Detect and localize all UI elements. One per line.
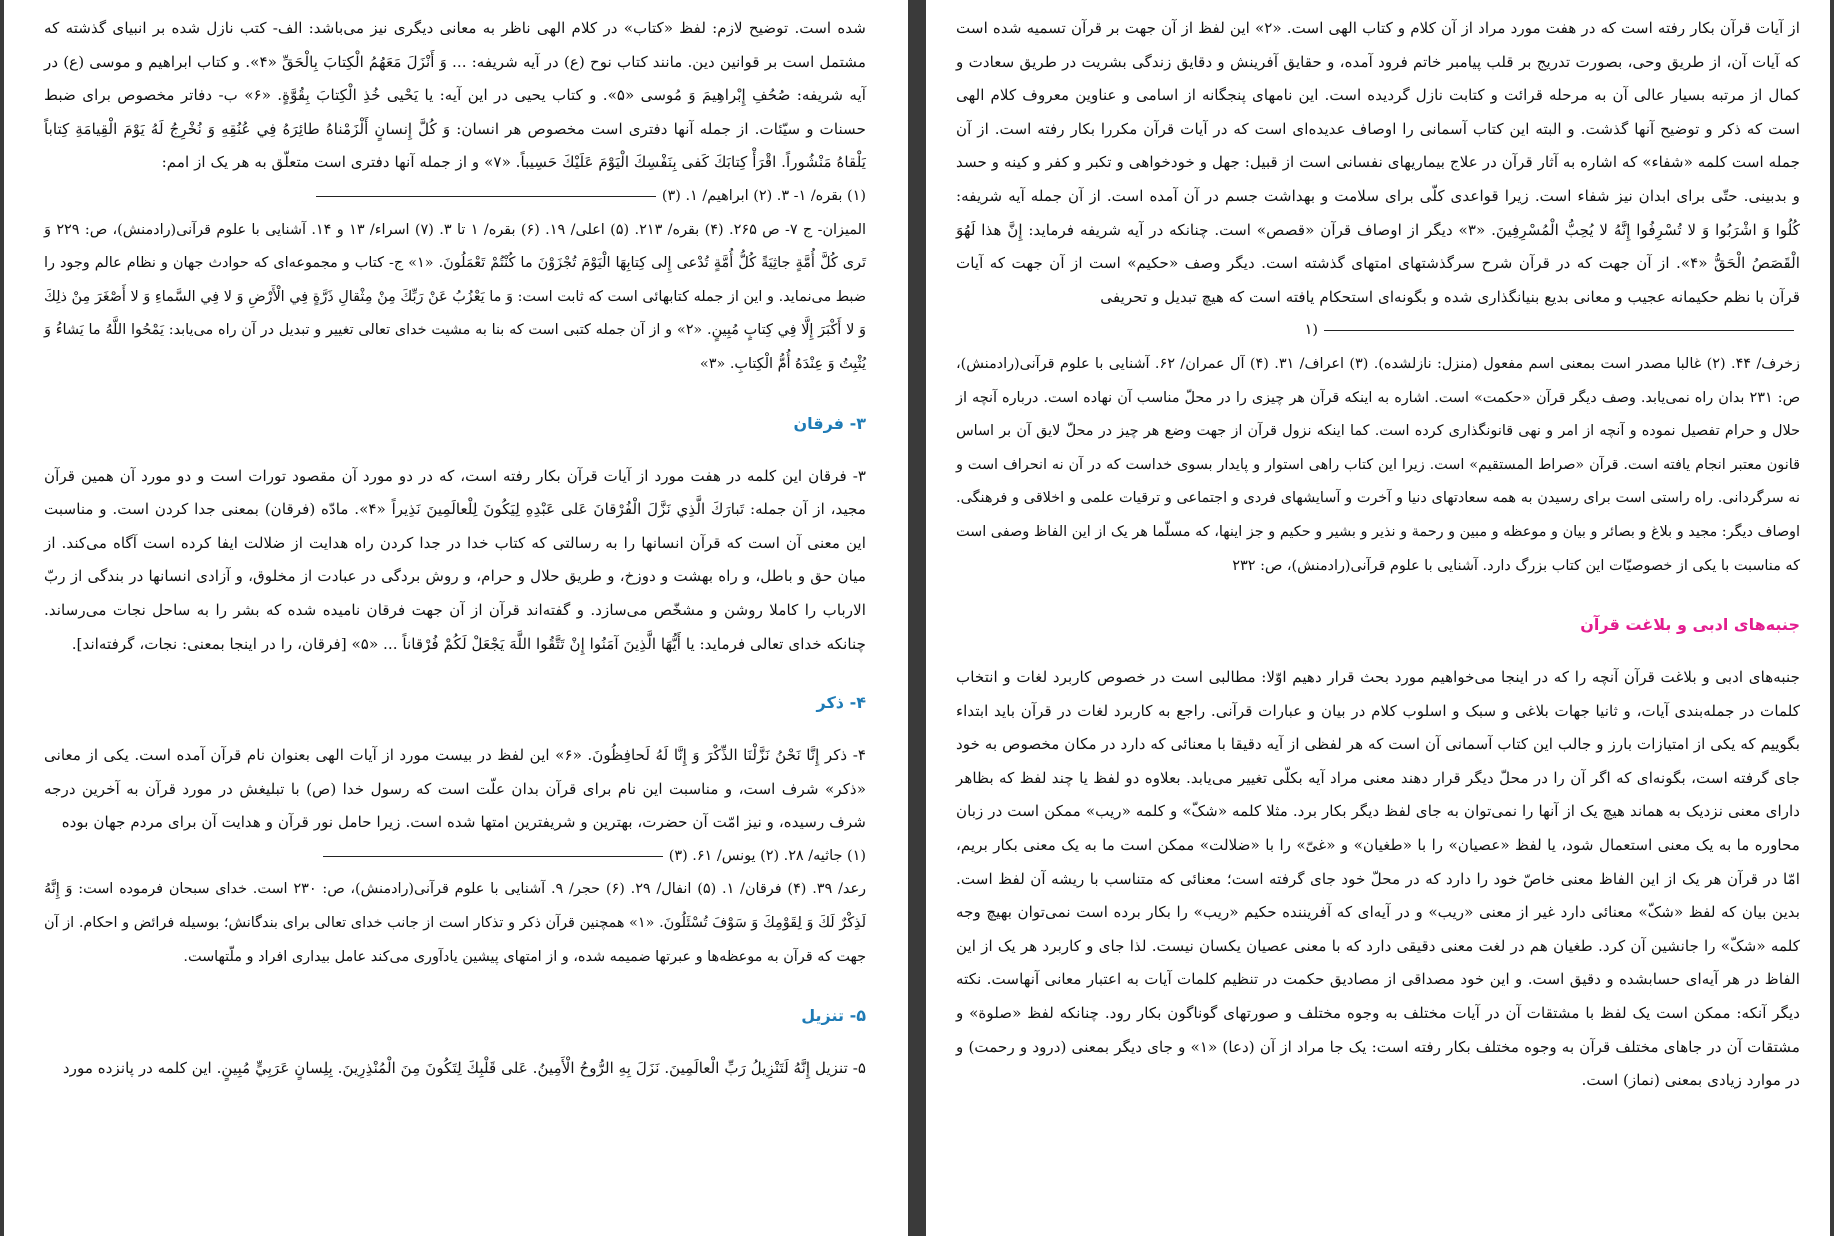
paragraph: جنبه‌های ادبی و بلاغت قرآن آنچه را که در اینجا می‌خواهیم مورد بحث قرار دهیم اوّلا: مطالبی است در خصوص کاربرد لغات و انتخاب کلمات در جمله‌بندی آیات، و ثانیا جهات بلاغی و سبک و اسلوب کلام در بیان و عبارات قرآنی. راجع به کاربرد لغات در قرآن باید ابتداء بگوییم که یکی از امتیازات بارز و جالب این کتاب آسمانی آن است که هر لفظی از آیه دقیقا با معنائی که دارد در مکان مخصوص به خود جای گرفته است، بگونه‌ای که اگر آن را در محلّ دیگر قرار دهند معنی مراد آیه بکلّی تغییر می‌یابد. بعلاوه دو لفظ یا چند لفظ که بظاهر دارای معنی نزدیک به هماند هیچ یک از آنها را نمی‌توان به جای لفظ دیگر بکار برد. مثلا کلمه «شکّ» و کلمه «ریب» ممکن است در زبان محاوره ما به یک معنی استعمال شود، یا لفظ «عصیان» را با «طغیان» و «غیّ» را با «ضلالت» ممکن است ما به یک معنی بکار بریم، امّا در قرآن هر یک از این الفاظ معنی خاصّ خود را دارد که در محلّ خود جای گرفته است؛ معنائی که متناسب با ریشه آن لفظ است. بدین بیان که لفظ «شکّ» معنائی دارد غیر از معنی «ریب» و در آیه‌ای که آفریننده حکیم «ریب» را بکار برده است نمی‌توان بهیچ وجه کلمه «شکّ» را جانشین آن کرد. طغیان هم در لغت معنی دقیقی دارد که با معنی عصیان یکسان نیست. لذا جای و کاربرد هر یک از این الفاظ در هر آیه‌ای حسابشده و دقیق است. و این خود مصداقی از مصادیق حکمت در تنظیم کلمات آیات به اعتبار معانی آنهاست. نکته دیگر آنکه: ممکن است یک لفظ با مشتقات آن در آیات مختلف به وجوه مختلف و صورتهای گوناگون بکار رود. چنانکه لفظ «صلوة» و مشتقات آن در جاهای مختلف قرآن به وجوه مختلف بکار رفته است: یک جا مراد از آن (دعا) «۱» و جای دیگر بمعنی (درود و رحمت) و در موارد زیادی بمعنی (نماز) است. xyxy=(956,668,1800,1090)
footnote-rule-line xyxy=(956,314,1800,348)
left-page xyxy=(4,0,908,1236)
paragraph: ۳- فرقان این کلمه در هفت مورد از آیات قرآن بکار رفته است، که در دو مورد آن مقصود تورات است و دو مورد آن همین قرآن مجید، از آن جمله: تَبارَكَ الَّذِي نَزَّلَ الْفُرْقانَ عَلى عَبْدِهِ لِيَكُونَ لِلْعالَمِينَ نَذِيراً «۴». مادّه (فرقان) بمعنی جدا کردن است. و مناسبت این معنی آن است که قرآن انسانها را به رسالتی که کتاب خدا در جدا کردن راه هدایت از ضلالت ایفا کرده است آگاه می‌کند. از میان حق و باطل، و راه بهشت و دوزخ، و طریق حلال و حرام، و روش بردگی در عبادت از مخلوق، و آزادی انسانها در بندگی از ربّ الارباب را کاملا روشن و مشخّص می‌سازد. و گفته‌اند قرآن از آن جهت فرقان نامیده شده که بشر را به ساحل نجات می‌رساند. چنانکه خدای تعالی فرماید: يا أَيُّهَا الَّذِينَ آمَنُوا إِنْ تَتَّقُوا اللَّهَ يَجْعَلْ لَكُمْ فُرْقاناً ... «۵» [فرقان، را در اینجا بمعنی: نجات، گرفته‌اند]. xyxy=(44,466,866,653)
section-heading-literary: جنبه‌های ادبی و بلاغت قرآن xyxy=(1580,615,1800,635)
footnote-rule-line xyxy=(44,840,866,874)
footnote-marker: (۱) بقره/ ۱- ۳. (۲) ابراهیم/ ۱. (۳) xyxy=(661,187,866,204)
section-heading-zikr: ۴- ذکر xyxy=(816,693,866,713)
footnote-text: المیزان- ج ۷- ص ۲۶۵. (۴) بقره/ ۲۱۳. (۵) اعلی/ ۱۹. (۶) بقره/ ۱ تا ۳. (۷) اسراء/ ۱۳ و ۱۴. آشنایی با علوم قرآنی(رادمنش)، ص: ۲۲۹ وَ تَرى كُلَّ أُمَّةٍ جاثِيَةً كُلُّ أُمَّةٍ تُدْعى إِلى كِتابِهَا الْيَوْمَ تُجْزَوْنَ ما كُنْتُمْ تَعْمَلُونَ. «۱» ج- کتاب و مجموعه‌ای که حوادث جهان و نظام عالم وجود را ضبط می‌نماید. و این از جمله کتابهائی است که ثابت است: وَ ما يَعْزُبُ عَنْ رَبِّكَ مِنْ مِثْقالِ ذَرَّةٍ فِي الْأَرْضِ وَ لا فِي السَّماءِ وَ لا أَصْغَرَ مِنْ ذلِكَ وَ لا أَكْبَرَ إِلَّا فِي كِتابٍ مُبِينٍ. «۲» و از آن جمله کتبی است که بنا به مشیت خدای تعالی تغییر و تبدیل در آن راه می‌یابد: يَمْحُوا اللَّهُ ما يَشاءُ وَ يُثْبِتُ وَ عِنْدَهُ أُمُّ الْكِتابِ. «۳» xyxy=(44,221,867,372)
footnote-separator xyxy=(1324,329,1794,331)
right-page xyxy=(926,0,1830,1236)
footnote-separator xyxy=(316,195,656,197)
paragraph: از آیات قرآن بکار رفته است که در هفت مورد مراد از آن کلام و کتاب الهی است. «۲» این لفظ از آن جهت بر قرآن تسمیه شده است که آیات آن، از طریق وحی، بصورت تدریج بر قلب پیامبر خاتم فرود آمده، و حقایق آفرینش و دقایق زندگی بشریت در طریق سعادت و کمال از مرتبه بسیار عالی آن به مرحله قرائت و کتابت نازل گردیده است. این نامهای پنجگانه از اسامی و عناوین معروف کلام الهی است که ذکر و توضیح آنها گذشت. و البته این کتاب آسمانی را اوصاف عدیده‌ای است که در آیات قرآن مکررا بکار رفته است. از آن جمله است کلمه «شفاء» که اشاره به آثار قرآن در علاج بیماریهای نفسانی است از قبیل: جهل و خودخواهی و تکبر و کفر و کینه و حسد و بدبینی. حتّی برای ابدان نیز شفاء است. زیرا قواعدی کلّی برای سلامت و بهداشت جسم در آن آمده است. از آن جمله آیه شریفه: كُلُوا وَ اشْرَبُوا وَ لا تُسْرِفُوا إِنَّهُ لا يُحِبُّ الْمُسْرِفِينَ. «۳» دیگر از اوصاف قرآن «قصص» است. چنانکه در آیه شریفه فرماید: إِنَّ هذا لَهُوَ الْقَصَصُ الْحَقُّ «۴». از آن جهت که در قرآن شرح سرگذشتهای امتهای گذشته است. دیگر وصف «حکیم» است از آن جهت که آیات قرآن با نظم حکیمانه عجیب و معانی بدیع بنیانگذاری شده و بگونه‌ای استحکام یافته است که هیچ تبدیل و تحریفی xyxy=(956,19,1800,306)
footnote-text: زخرف/ ۴۴. (۲) غالبا مصدر است بمعنی اسم مفعول (منزل: نازلشده). (۳) اعراف/ ۳۱. (۴) آل عمران/ ۶۲. آشنایی با علوم قرآنی(رادمنش)، ص: ۲۳۱ بدان راه نمی‌یابد. وصف دیگر قرآن «حکمت» است. اشاره به اینکه قرآن هر چیزی را در محلّ مناسب آن نهاده است. درباره آنچه از حلال و حرام تفصیل نموده و آنچه از امر و نهی قانونگذاری کرده است. کما اینکه نزول قرآن از جهت وضع هر چیز در محلّ لایق آن بر اساس قانون معتبر انجام یافته است. قرآن «صراط المستقیم» است. زیرا این کتاب راهی استوار و پایدار بسوی خداست که در آن نه انحراف است و نه سرگردانی. راه راستی است برای رسیدن به همه سعادتهای دنیا و آخرت و آسایشهای فردی و اجتماعی و ترقیات علمی و اخلاقی و فرهنگی. اوصاف دیگر: مجید و بلاغ و بصائر و بیان و موعظه و مبین و رحمة و نذیر و بشیر و حکیم و جز اینها، که مسلّما هر یک از این الفاظ وصفی است که مناسبت با یکی از خصوصیّات این کتاب بزرگ دارد. آشنایی با علوم قرآنی(رادمنش)، ص: ۲۳۲ xyxy=(956,355,1800,574)
footnote-marker: (۱) جاثیه/ ۲۸. (۲) یونس/ ۶۱. (۳) xyxy=(668,847,866,864)
section-heading-tanzil: ۵- تنزیل xyxy=(801,1006,866,1026)
footnote-separator xyxy=(323,855,663,857)
paragraph: شده است. توضیح لازم: لفظ «کتاب» در کلام الهی ناظر به معانی دیگری نیز می‌باشد: الف- کتب نازل شده بر انبیای گذشته که مشتمل است بر قوانین دین. مانند کتاب نوح (ع) در آیه شریفه: ... وَ أَنْزَلَ مَعَهُمُ الْكِتابَ بِالْحَقِّ «۴». و کتاب ابراهیم و موسی (ع) در آیه شریفه: صُحُفِ إِبْراهِيمَ وَ مُوسى «۵». و کتاب یحیی در این آیه: يا يَحْيى خُذِ الْكِتابَ بِقُوَّةٍ. «۶» ب- دفاتر مخصوص برای ضبط حسنات و سیّئات. از جمله آنها دفتری است مخصوص هر انسان: وَ كُلَّ إِنسانٍ أَلْزَمْناهُ طائِرَهُ فِي عُنُقِهِ وَ نُخْرِجُ لَهُ يَوْمَ الْقِيامَةِ كِتاباً يَلْقاهُ مَنْشُوراً. اقْرَأْ كِتابَكَ كَفى بِنَفْسِكَ الْيَوْمَ عَلَيْكَ حَسِيباً. «۷» و از جمله آنها دفتری است متعلّق به هر یک از امم: xyxy=(44,19,866,172)
paragraph: ۵- تنزیل إِنَّهُ لَتَنْزِيلُ رَبِّ الْعالَمِينَ. نَزَلَ بِهِ الرُّوحُ الْأَمِينُ. عَلى قَلْبِكَ لِتَكُونَ مِنَ الْمُنْذِرِينَ. بِلِسانٍ عَرَبِيٍّ مُبِينٍ. این کلمه در پانزده مورد xyxy=(62,1059,866,1078)
paragraph: ۴- ذکر إِنَّا نَحْنُ نَزَّلْنَا الذِّكْرَ وَ إِنَّا لَهُ لَحافِظُونَ. «۶» این لفظ در بیست مورد از آیات الهی بعنوان نام قرآن آمده است. یکی از معانی «ذکر» شرف است، و مناسبت این نام برای قرآن بدان علّت است که رسول خدا (ص) با تبلیغش در مورد قرآن به آخرین درجه شرف رسیده، و نیز امّت آن حضرت، بهترین و شریفترین امتها شده است. زیرا حامل نور قرآن و هدایت آن برای مردم جهان بوده xyxy=(44,746,867,832)
section-heading-furqan: ۳- فرقان xyxy=(793,413,866,433)
footnote-marker: (۱ xyxy=(1304,322,1318,339)
footnote-text: رعد/ ۳۹. (۴) فرقان/ ۱. (۵) انفال/ ۲۹. (۶) حجر/ ۹. آشنایی با علوم قرآنی(رادمنش)، ص: ۲۳۰ است. خدای سبحان فرموده است: وَ إِنَّهُ لَذِكْرٌ لَكَ وَ لِقَوْمِكَ وَ سَوْفَ تُسْئَلُونَ. «۱» همچنین قرآن ذکر و تذکار است از جانب خدای تعالی برای بندگانش؛ بوسیله فرائض و احکام. از آن جهت که قرآن به موعظه‌ها و عبرتها ضمیمه شده، و از امتهای پیشین یادآوری می‌کند عامل بیداری افراد و ملّتهاست. xyxy=(44,881,867,965)
footnote-rule-line xyxy=(44,180,866,214)
